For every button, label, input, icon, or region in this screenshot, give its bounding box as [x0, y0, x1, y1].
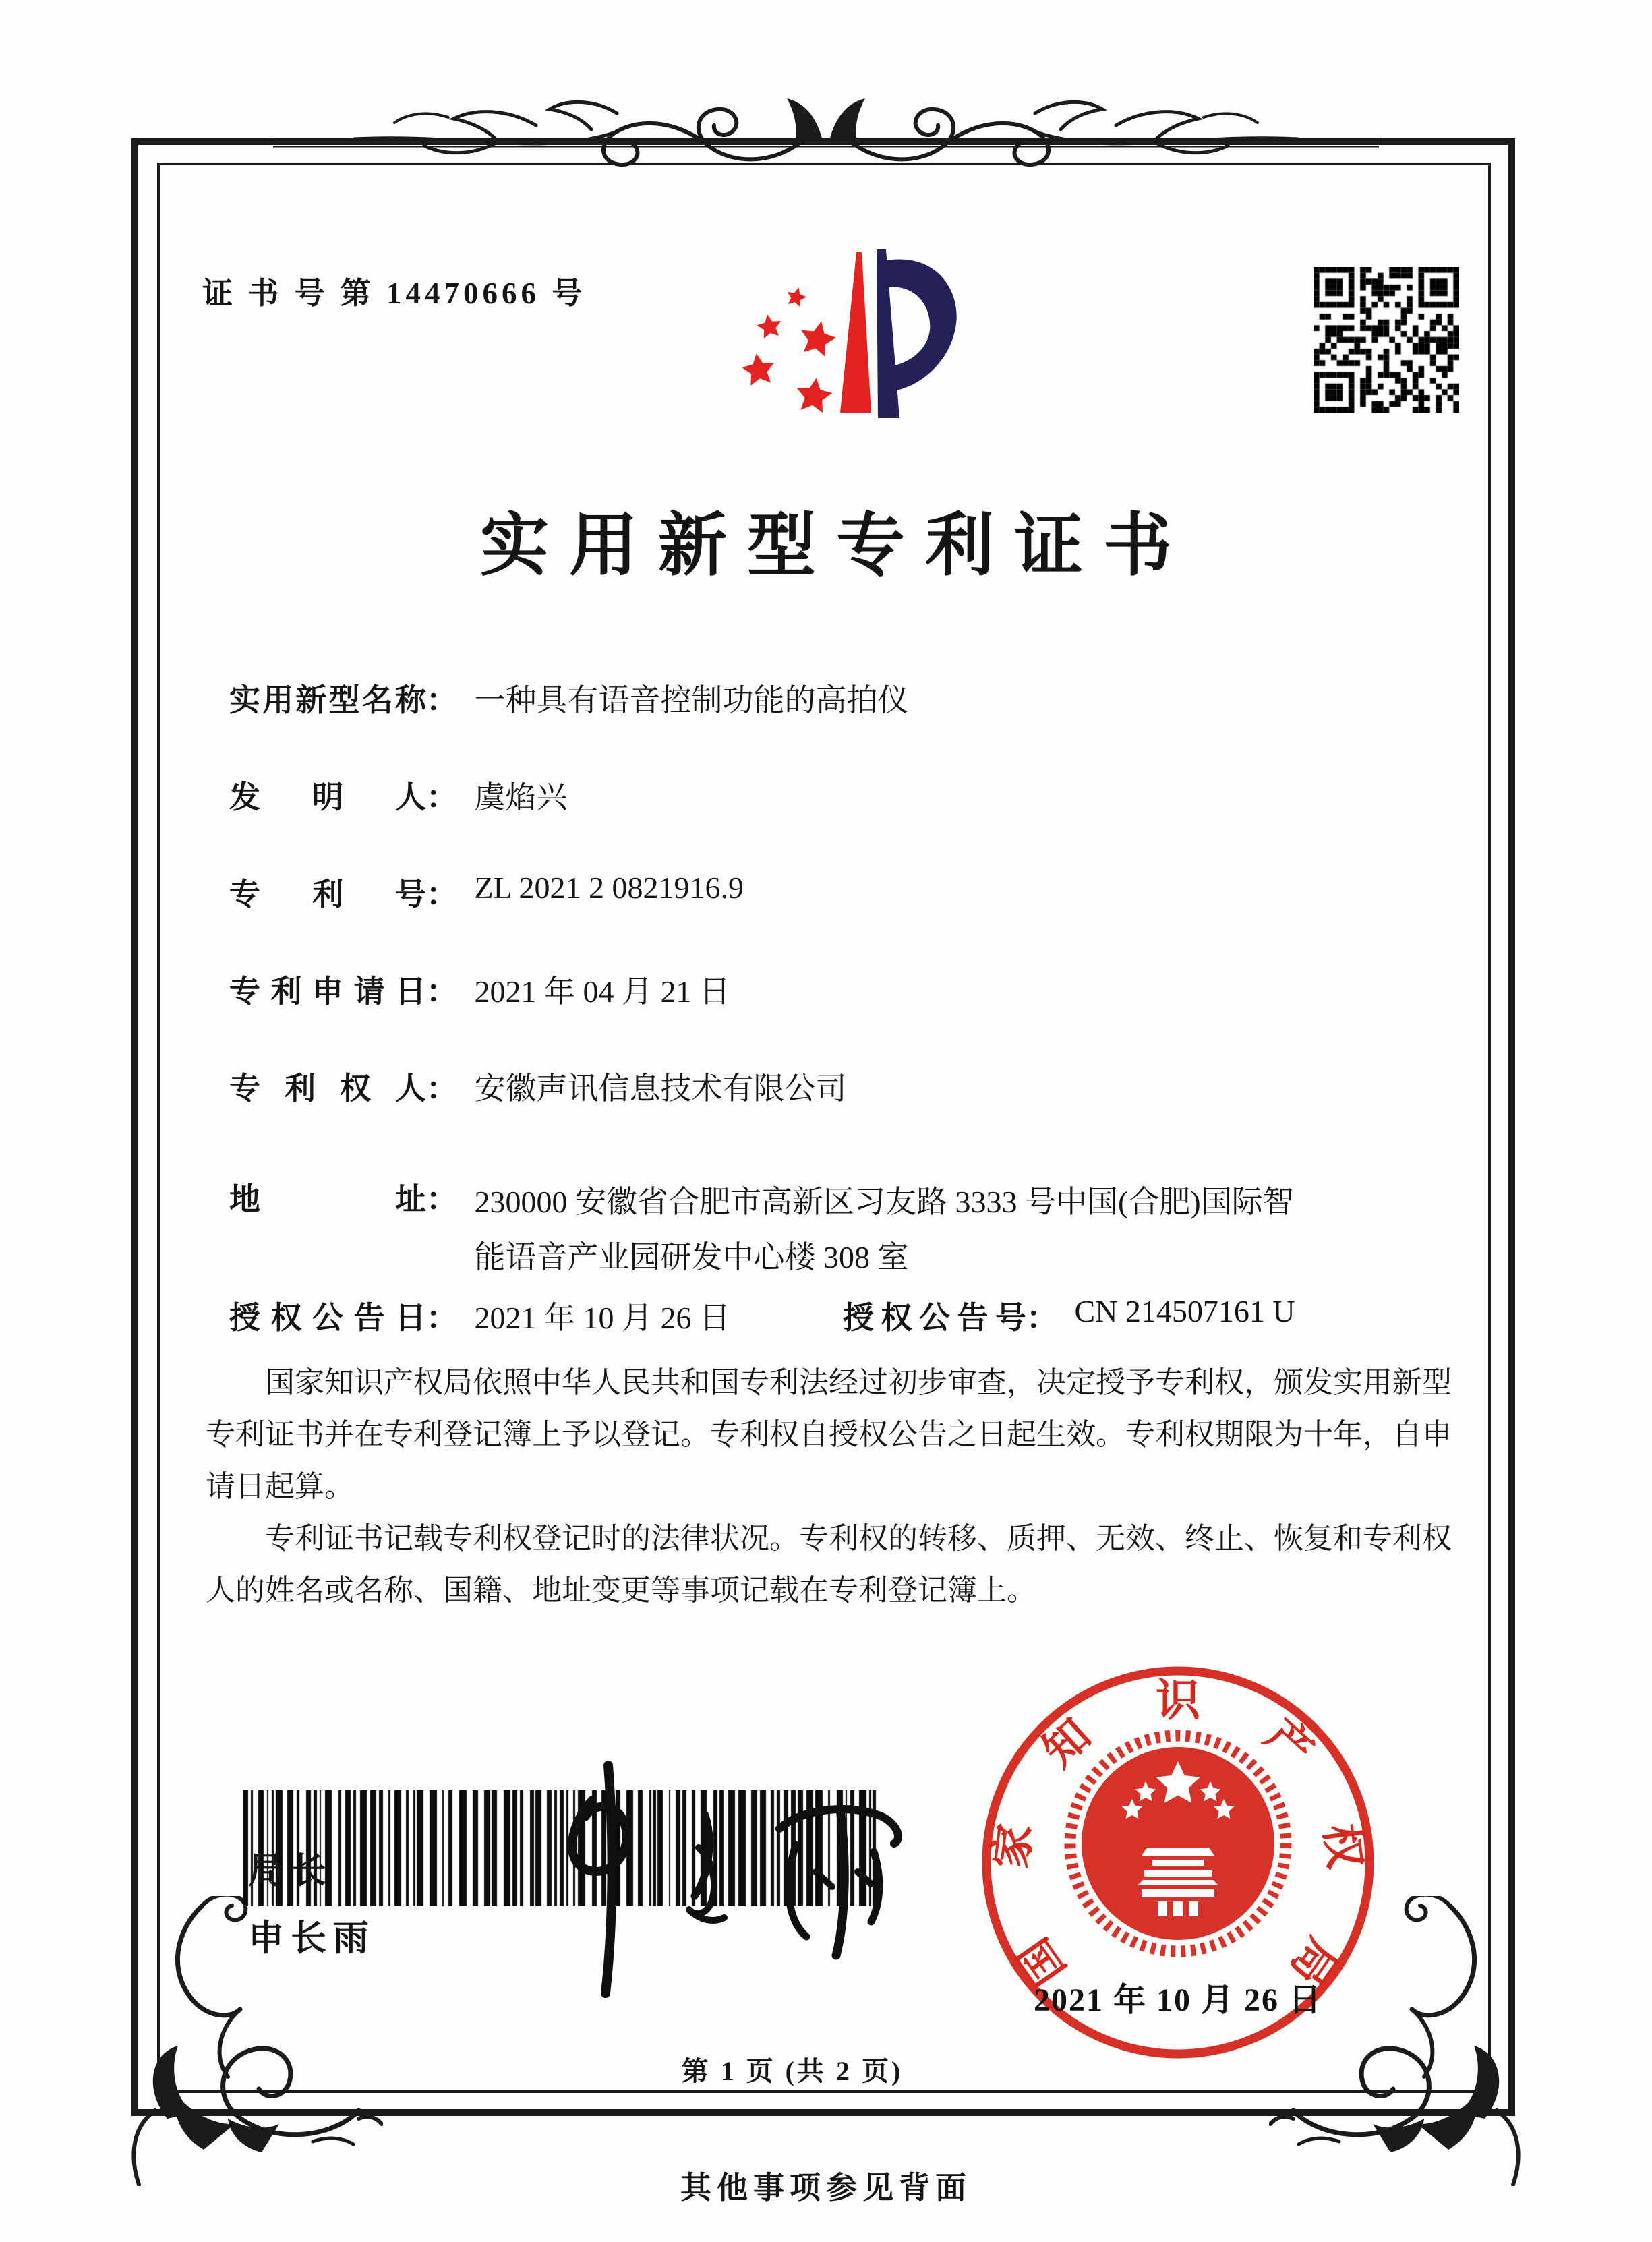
- page-number: 第 1 页 (共 2 页): [681, 2056, 904, 2086]
- field-label: 实用新型名称: [229, 682, 426, 717]
- legal-text-block: [206, 1357, 1452, 1616]
- seal-date: 2021 年 10 月 26 日: [1033, 1982, 1323, 2018]
- field-row-patentee: 专利权人： 安徽声讯信息技术有限公司: [229, 1064, 847, 1109]
- director-name-label: 申长雨: [248, 1918, 376, 1958]
- qr-code: [1314, 267, 1459, 413]
- field-label: 授权公告号: [843, 1300, 1026, 1335]
- cnipa-logo: [716, 228, 966, 437]
- seal-ring-char: 家: [986, 1821, 1041, 1872]
- field-value-grant-date: 2021 年 10 月 26 日: [474, 1301, 730, 1335]
- legal-paragraph-1: 国家知识产权局依照中华人民共和国专利法经过初步审查，决定授予专利权，颁发实用新型专利证书并在专利登记簿上予以登记。专利权自授权公告之日起生效。专利权期限为十年，自申请日起算。: [206, 1366, 1452, 1503]
- seal-ring-char: 产: [1256, 1710, 1322, 1777]
- field-value-address: 230000 安徽省合肥市高新区习友路 3333 号中国(合肥)国际智能语音产业园研发中心楼 308 室: [474, 1185, 1294, 1274]
- seal-ring-char: 国: [1009, 1928, 1075, 1994]
- seal-ring-char: 知: [1034, 1710, 1100, 1777]
- seal-national-emblem: [1070, 1736, 1286, 1951]
- field-row-filing-date: 专利申请日： 2021 年 04 月 21 日: [229, 967, 730, 1011]
- field-value-utility-model-name: 一种具有语音控制功能的高拍仪: [474, 683, 909, 717]
- field-row-patent-number: 专利号： ZL 2021 2 0821916.9: [229, 870, 744, 914]
- logo-red-wedge: [840, 252, 871, 413]
- field-label: 专利申请日: [229, 974, 426, 1009]
- field-row-grant-number: 授权公告号： CN 214507161 U: [843, 1293, 1295, 1338]
- logo-p-mark: [877, 249, 957, 418]
- field-row-inventor: 发明人： 虞焰兴: [229, 773, 568, 817]
- field-value-patent-number: ZL 2021 2 0821916.9: [474, 871, 744, 905]
- field-label: 授权公告日: [229, 1300, 426, 1335]
- legal-paragraph-2: 专利证书记载专利权登记时的法律状况。专利权的转移、质押、无效、终止、恢复和专利权人的姓名或名称、国籍、地址变更等事项记载在专利登记簿上。: [206, 1522, 1452, 1607]
- cnipa-official-seal: [976, 1660, 1380, 2069]
- seal-ring-char: 识: [1156, 1676, 1200, 1725]
- field-value-grant-number: CN 214507161 U: [1074, 1294, 1295, 1328]
- field-label: 专利号: [229, 877, 426, 912]
- director-signature: [512, 1753, 931, 2009]
- field-value-inventor: 虞焰兴: [474, 780, 568, 815]
- field-label: 地址: [229, 1181, 426, 1216]
- field-row-grant-date: 授权公告日： 2021 年 10 月 26 日: [229, 1293, 730, 1338]
- field-label: 专利权人: [229, 1071, 426, 1106]
- field-row-utility-model-name: 实用新型名称： 一种具有语音控制功能的高拍仪: [229, 676, 909, 720]
- seal-ring-char: 权: [1315, 1821, 1369, 1872]
- logo-stars: [740, 285, 839, 414]
- field-value-filing-date: 2021 年 04 月 21 日: [474, 974, 730, 1009]
- director-title-label: 局长: [248, 1851, 333, 1891]
- field-label: 发明人: [229, 779, 426, 815]
- field-row-address: 地址： 230000 安徽省合肥市高新区习友路 3333 号中国(合肥)国际智能语音产业园研发中心楼 308 室: [229, 1175, 1318, 1285]
- field-value-patentee: 安徽声讯信息技术有限公司: [474, 1071, 847, 1106]
- back-side-note: 其他事项参见背面: [680, 2171, 972, 2205]
- certificate-number: 证 书 号 第 14470666 号: [202, 276, 587, 310]
- certificate-title: 实用新型专利证书: [480, 508, 1192, 585]
- seal-ring-char: 局: [1280, 1928, 1347, 1994]
